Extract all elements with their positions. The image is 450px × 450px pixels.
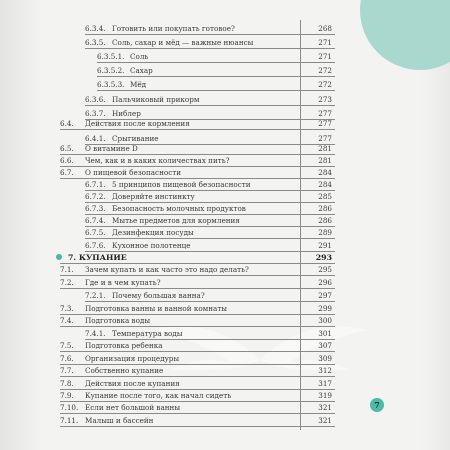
toc-page-number: 268 — [318, 24, 332, 33]
toc-title: Действия после кормления — [85, 119, 190, 128]
toc-number: 7.9. — [60, 391, 74, 400]
toc-title: Соль — [130, 52, 149, 61]
toc-title: Малыш и бассейн — [85, 416, 154, 425]
toc-page-number: 317 — [318, 379, 332, 388]
toc-number: 6.3.5.2. — [97, 66, 125, 75]
toc-page-number: 284 — [318, 168, 332, 177]
toc-page-number: 300 — [318, 316, 332, 325]
toc-title: Чем, как и в каких количествах пить? — [85, 156, 230, 165]
toc-title: Готовить или покупать готовое? — [112, 24, 235, 33]
toc-page-number: 291 — [318, 241, 332, 250]
toc-divider — [85, 48, 335, 49]
toc-number: 6.3.6. — [85, 95, 106, 104]
toc-page-number: 301 — [318, 329, 332, 338]
toc-number: 6.4. — [60, 119, 74, 128]
toc-title: Доверяйте инстинкту — [112, 192, 195, 201]
toc-title: Купание после того, как начал сидеть — [85, 391, 232, 400]
chapter-bullet-icon — [56, 254, 62, 260]
toc-page-number: 289 — [318, 228, 332, 237]
toc-number: 7.3. — [60, 304, 74, 313]
toc-title: Почему большая ванна? — [112, 291, 205, 300]
toc-title: Собственно купание — [85, 366, 164, 375]
toc-title: Подготовка ребенка — [85, 341, 163, 350]
toc-number: 7.4.1. — [85, 329, 106, 338]
toc-title: Мытье предметов для кормления — [112, 216, 240, 225]
toc-divider — [85, 301, 335, 302]
toc-divider — [85, 238, 335, 239]
toc-number: 6.7.6. — [85, 241, 106, 250]
toc-number: 6.6. — [60, 156, 74, 165]
toc-page-number: 321 — [318, 403, 332, 412]
toc-title: Мёд — [130, 80, 147, 89]
toc-title: О витамине D — [85, 144, 138, 153]
toc-divider — [85, 34, 335, 35]
toc-title: 5 принципов пищевой безопасности — [112, 180, 251, 189]
toc-number: 6.3.5. — [85, 38, 106, 47]
toc-page-number: 272 — [318, 80, 332, 89]
toc-title: Подготовка воды — [85, 316, 151, 325]
toc-page-number: 307 — [318, 341, 332, 350]
toc-title: Где и в чем купать? — [85, 278, 161, 287]
toc-title: Пальчиковый прикорм — [112, 95, 200, 104]
toc-number: 6.3.7. — [85, 109, 106, 118]
toc-page-number: 293 — [315, 253, 332, 262]
toc-page-number: 281 — [318, 156, 332, 165]
toc-page-number: 295 — [318, 265, 332, 274]
toc-page-number: 271 — [318, 38, 332, 47]
toc-number: 6.7.5. — [85, 228, 106, 237]
toc-title: Дезинфекция посуды — [112, 228, 194, 237]
toc-title: 7. КУПАНИЕ — [68, 253, 127, 262]
toc-divider — [60, 413, 335, 414]
toc-number: 6.7.1. — [85, 180, 106, 189]
toc-page-number: 319 — [318, 391, 332, 400]
toc-title: О пищевой безопасности — [85, 168, 181, 177]
toc-title: Безопасность молочных продуктов — [112, 204, 246, 213]
toc-divider — [60, 351, 335, 352]
toc-number: 7.11. — [60, 416, 79, 425]
toc-page-number: 277 — [318, 109, 332, 118]
toc-title: Зачем купать и как часто это надо делать? — [85, 265, 249, 274]
toc-page-number: 284 — [318, 180, 332, 189]
toc-number: 7.5. — [60, 341, 74, 350]
toc-number: 6.4.1. — [85, 134, 106, 143]
toc-number: 6.3.4. — [85, 24, 106, 33]
toc-number: 7.2.1. — [85, 291, 106, 300]
toc-page-number: 286 — [318, 216, 332, 225]
toc-title: Организация процедуры — [85, 354, 180, 363]
toc-divider — [60, 376, 335, 377]
page-number: 7 — [374, 400, 380, 410]
toc-number: 6.7.3. — [85, 204, 106, 213]
toc-number: 6.7.2. — [85, 192, 106, 201]
toc-page-number: 296 — [318, 278, 332, 287]
toc-number: 6.3.5.1. — [97, 52, 125, 61]
toc-title: Соль, сахар и мёд — важные нюансы — [112, 38, 254, 47]
toc-title: Температура воды — [112, 329, 183, 338]
toc-number: 6.5. — [60, 144, 74, 153]
toc-title: Сахар — [130, 66, 153, 75]
toc-number: 7.1. — [60, 265, 74, 274]
toc-page-number: 309 — [318, 354, 332, 363]
toc-divider — [60, 326, 335, 327]
toc-title: Действия после купания — [85, 379, 180, 388]
toc-page-number: 277 — [318, 119, 332, 128]
toc-page-number: 297 — [318, 291, 332, 300]
toc-number: 6.3.5.3. — [97, 80, 125, 89]
toc-page-number: 321 — [318, 416, 332, 425]
toc-title: Кухонное полотенце — [112, 241, 191, 250]
toc-page-number: 271 — [318, 52, 332, 61]
toc-number: 7.4. — [60, 316, 74, 325]
toc-page-number: 286 — [318, 204, 332, 213]
toc-page-number: 312 — [318, 366, 332, 375]
toc-title: Срыгивание — [112, 134, 159, 143]
toc-number: 7.8. — [60, 379, 74, 388]
toc-page-number: 285 — [318, 192, 332, 201]
toc-number: 7.10. — [60, 403, 79, 412]
toc-divider — [85, 105, 335, 106]
toc-divider — [60, 129, 335, 130]
toc-title: Подготовка ванны и ванной комнаты — [85, 304, 228, 313]
toc-divider — [60, 426, 335, 427]
toc-divider — [60, 275, 335, 276]
toc-number: 6.7. — [60, 168, 74, 177]
page-number-badge — [370, 398, 384, 412]
toc-divider — [60, 288, 335, 289]
toc-page-number: 281 — [318, 144, 332, 153]
toc-title: Если нет большой ванны — [85, 403, 181, 412]
toc-page-number: 299 — [318, 304, 332, 313]
toc-number: 7.2. — [60, 278, 74, 287]
toc-number: 7.7. — [60, 366, 74, 375]
toc-number: 6.7.4. — [85, 216, 106, 225]
page-column-rule — [300, 20, 301, 430]
toc-number: 7.6. — [60, 354, 74, 363]
toc-page-number: 277 — [318, 134, 332, 143]
toc-page-number: 273 — [318, 95, 332, 104]
toc-title: Ниблер — [112, 109, 141, 118]
toc-page-number: 272 — [318, 66, 332, 75]
